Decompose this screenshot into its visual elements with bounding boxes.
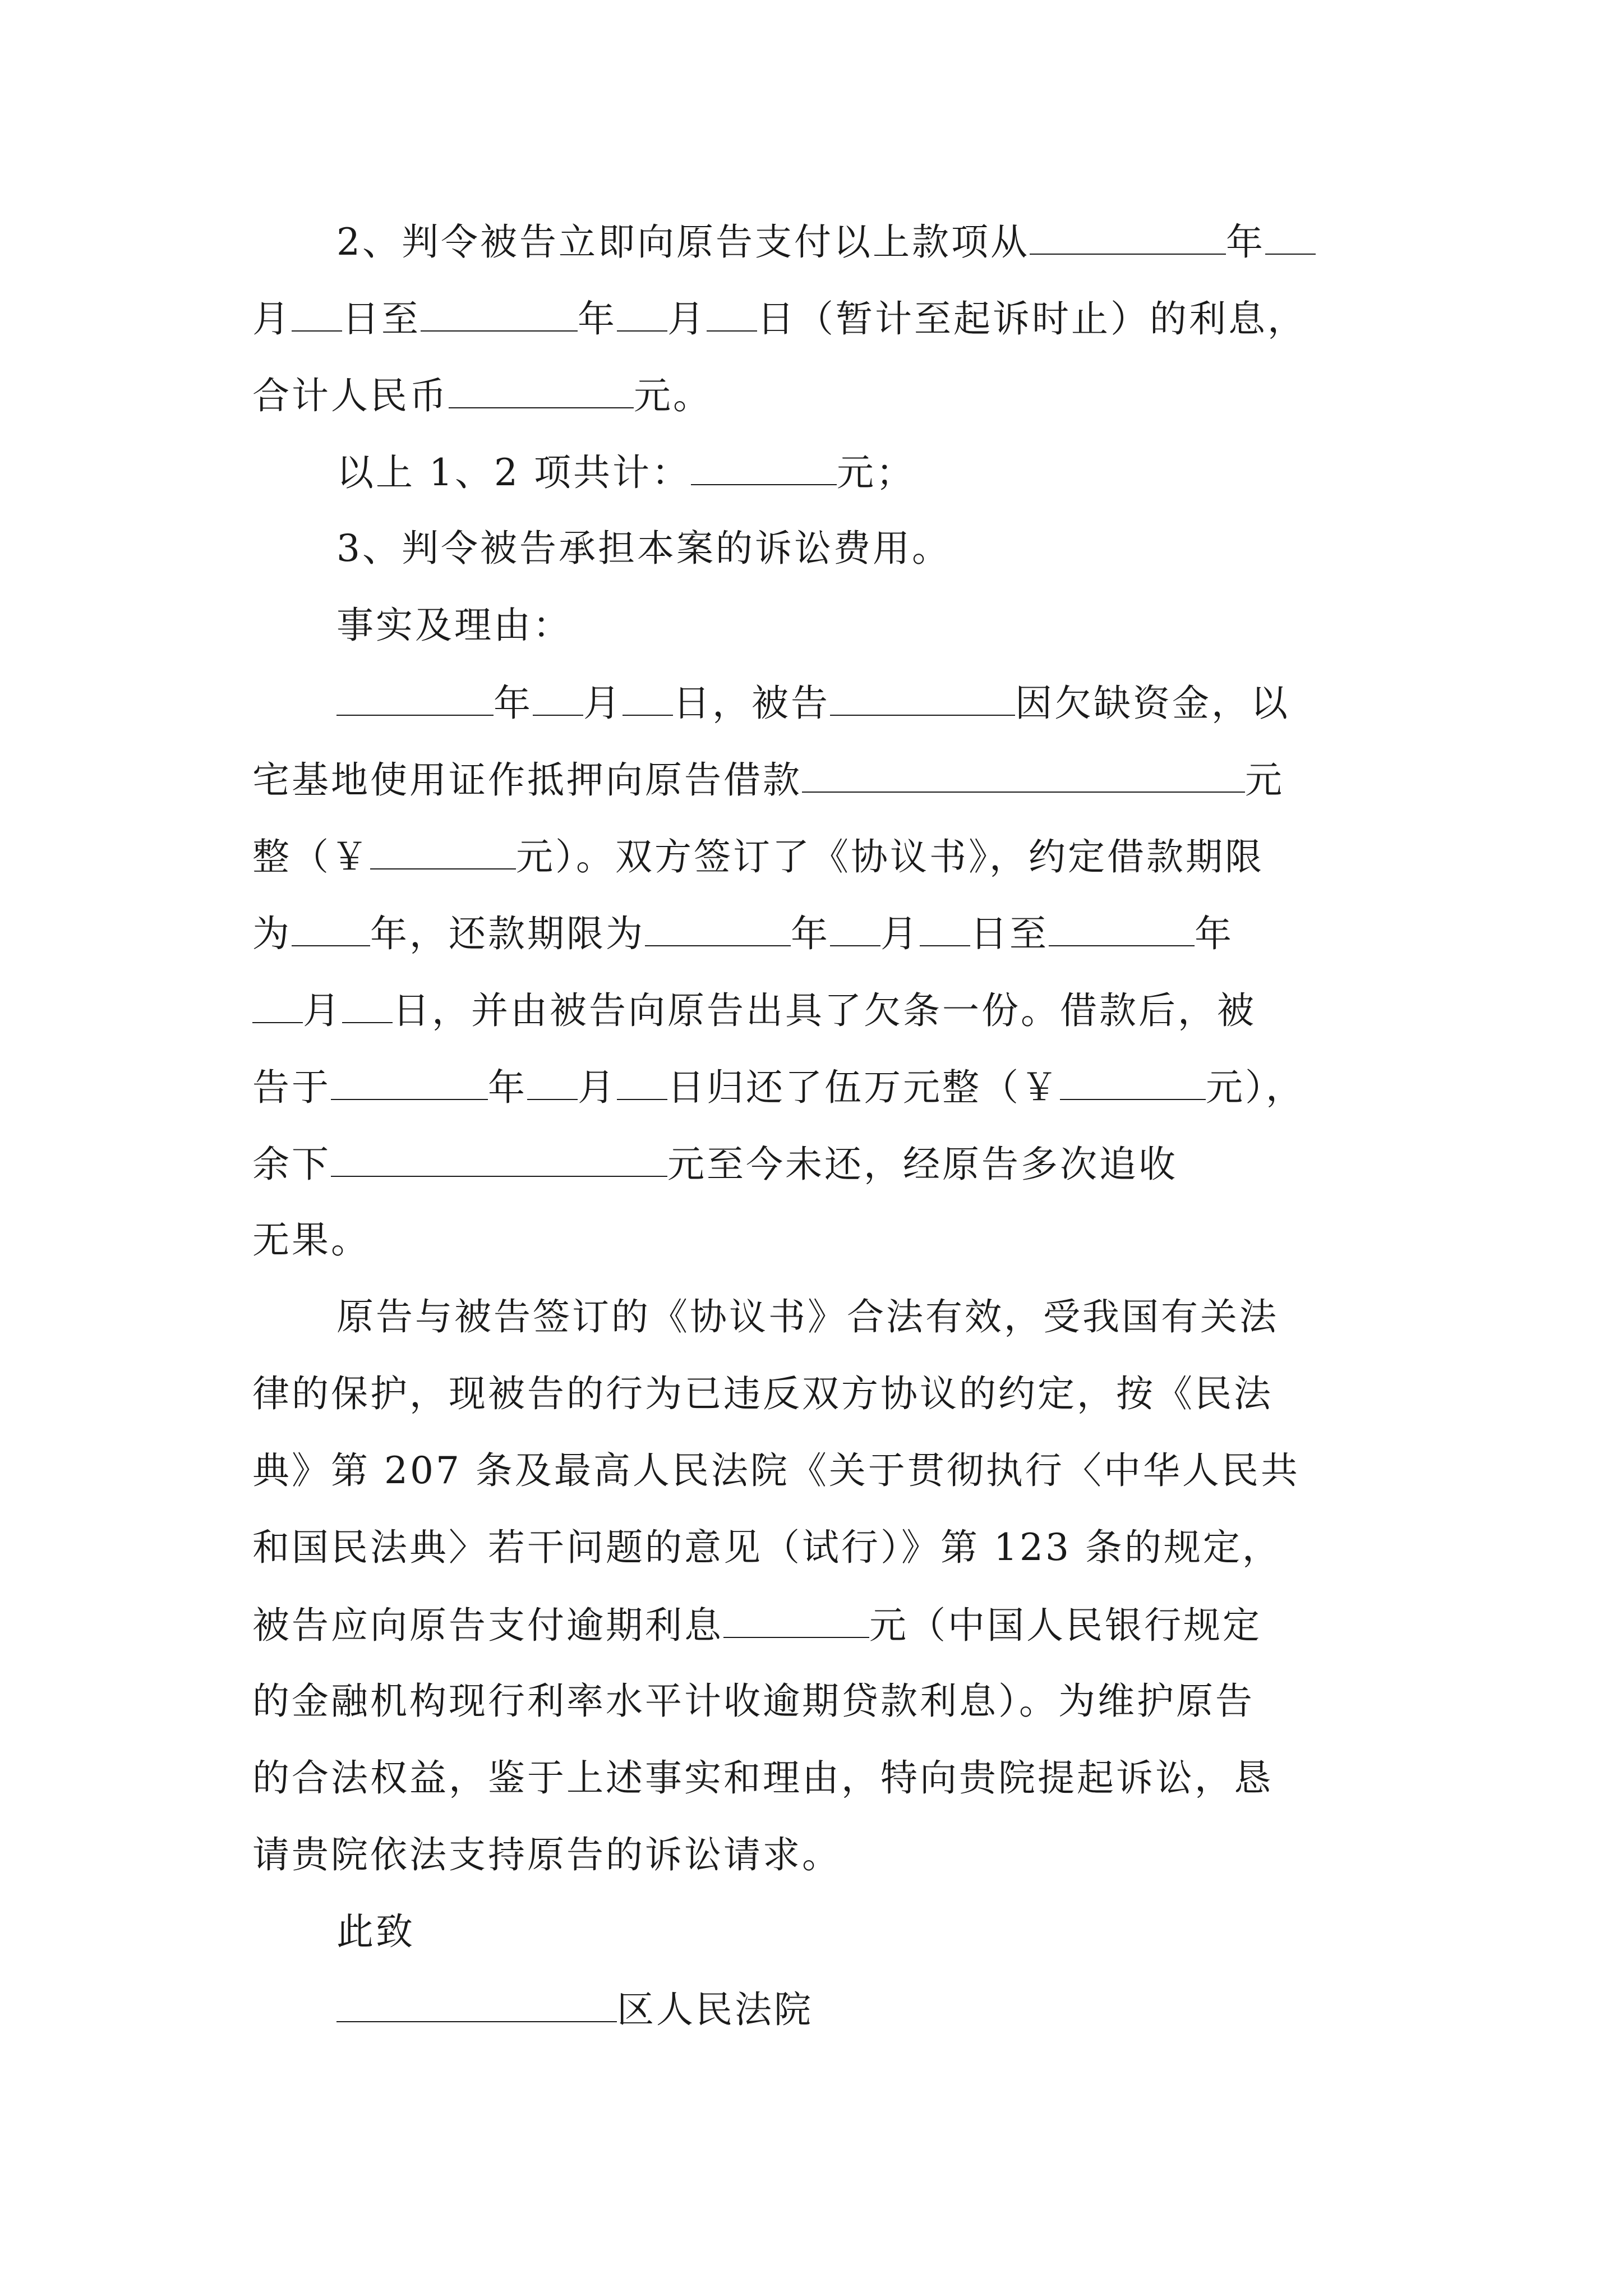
facts-line-8 <box>252 1218 370 1263</box>
facts-heading <box>336 603 572 648</box>
fill-blank-amount[interactable] <box>723 1602 869 1638</box>
fill-blank-amount[interactable] <box>449 372 634 408</box>
fill-blank-years[interactable] <box>292 910 370 946</box>
facts-line-7 <box>252 1141 1178 1187</box>
reason-line-2 <box>252 1372 1273 1416</box>
fill-blank-amount[interactable] <box>691 449 837 485</box>
text-run: 月 <box>578 1066 617 1109</box>
claim-3-line <box>336 526 951 571</box>
reason-line-5 <box>252 1602 1262 1648</box>
text-run: 月 <box>880 912 920 955</box>
text-run: 元）。双方签订了《协议书》，约定借款期限 <box>516 835 1264 878</box>
reason-line-8 <box>252 1833 841 1878</box>
fill-blank-month[interactable] <box>527 1064 578 1100</box>
claim-2-line-2 <box>252 296 1307 342</box>
claim-2-line-1 <box>336 219 1316 265</box>
text-run: 为 <box>252 912 292 955</box>
fill-blank-month[interactable] <box>617 296 667 332</box>
text-run: 日至 <box>970 912 1049 955</box>
fill-blank-day[interactable] <box>292 296 342 332</box>
fill-blank-month[interactable] <box>252 987 303 1023</box>
text-run: 律的保护，现被告的行为已违反双方协议的约定，按《民法 <box>252 1372 1273 1415</box>
fill-blank-day[interactable] <box>342 987 393 1023</box>
total-line <box>336 449 915 495</box>
text-run: 请贵院依法支持原告的诉讼请求。 <box>252 1833 841 1876</box>
text-run: 2、判令被告立即向原告支付以上款项从 <box>336 220 1030 264</box>
text-run: 年 <box>578 297 617 341</box>
text-run: 因欠缺资金，以 <box>1015 682 1290 725</box>
fill-blank-year[interactable] <box>421 296 578 332</box>
text-run: 年，还款期限为 <box>370 912 645 955</box>
text-run: 年 <box>1226 220 1265 264</box>
reason-line-3 <box>252 1448 1300 1493</box>
text-run: 元）， <box>1206 1066 1305 1109</box>
claim-2-line-3 <box>252 372 712 418</box>
fill-blank-day[interactable] <box>623 680 673 716</box>
fill-blank-amount[interactable] <box>331 1141 667 1177</box>
fill-blank-year[interactable] <box>336 680 494 716</box>
text-run: 月 <box>303 989 342 1032</box>
text-run: 3、判令被告承担本案的诉讼费用。 <box>336 527 951 570</box>
text-run: 被告应向原告支付逾期利息 <box>252 1604 723 1647</box>
text-run: 日（暂计至起诉时止）的利息， <box>757 297 1307 341</box>
reason-line-1 <box>336 1295 1279 1340</box>
facts-line-6 <box>252 1064 1305 1110</box>
closing-salutation <box>336 1910 415 1954</box>
text-run: 年 <box>494 682 533 725</box>
text-run: 元； <box>836 451 915 494</box>
facts-line-2 <box>252 757 1284 803</box>
text-run: 告于 <box>252 1066 331 1109</box>
text-run: 整（￥ <box>252 835 370 878</box>
fill-blank-district[interactable] <box>336 1986 617 2022</box>
text-run: 日归还了伍万元整（￥ <box>667 1066 1060 1109</box>
fill-blank-day[interactable] <box>920 910 970 946</box>
text-run: 无果。 <box>252 1218 370 1262</box>
fill-blank-year[interactable] <box>645 910 791 946</box>
text-run: 事实及理由： <box>336 604 572 647</box>
facts-line-4 <box>252 910 1234 956</box>
text-run: 合计人民币 <box>252 374 449 417</box>
fill-blank-day[interactable] <box>707 296 757 332</box>
text-run: 年 <box>488 1066 527 1109</box>
text-run: 宅基地使用证作抵押向原告借款 <box>252 758 802 802</box>
fill-blank-month[interactable] <box>830 910 880 946</box>
fill-blank-month[interactable] <box>1265 219 1316 255</box>
text-run: 以上 1、2 项共计： <box>336 451 691 494</box>
fill-blank-year[interactable] <box>1030 219 1226 255</box>
reason-line-4 <box>252 1525 1281 1570</box>
facts-line-5 <box>252 987 1256 1033</box>
fill-blank-amount[interactable] <box>802 757 1245 793</box>
text-run: 日，被告 <box>673 682 830 725</box>
fill-blank-amount[interactable] <box>1060 1064 1206 1100</box>
facts-line-1 <box>336 680 1290 726</box>
text-run: 元（中国人民银行规定 <box>869 1604 1262 1647</box>
text-run: 此致 <box>336 1910 415 1953</box>
text-run: 日，并由被告向原告出具了欠条一份。借款后，被 <box>393 989 1256 1032</box>
reason-line-6 <box>252 1679 1255 1724</box>
fill-blank-year[interactable] <box>331 1064 488 1100</box>
court-line <box>336 1986 813 2032</box>
text-run: 年 <box>1195 912 1234 955</box>
text-run: 元至今未还，经原告多次追收 <box>667 1143 1178 1186</box>
fill-blank-defendant[interactable] <box>830 680 1015 716</box>
text-run: 月 <box>252 297 292 341</box>
text-run: 的合法权益，鉴于上述事实和理由，特向贵院提起诉讼，恳 <box>252 1756 1273 1800</box>
text-run: 和国民法典〉若干问题的意见（试行）》第 123 条的规定， <box>252 1526 1281 1569</box>
text-run: 余下 <box>252 1143 331 1186</box>
fill-blank-day[interactable] <box>617 1064 667 1100</box>
court-name: 区人民法院 <box>617 1988 813 2031</box>
fill-blank-year[interactable] <box>1049 910 1195 946</box>
fill-blank-amount[interactable] <box>370 834 516 869</box>
facts-line-3 <box>252 834 1264 880</box>
reason-line-7 <box>252 1756 1273 1801</box>
fill-blank-month[interactable] <box>533 680 583 716</box>
text-run: 月 <box>667 297 707 341</box>
text-run: 元 <box>1245 758 1284 802</box>
text-run: 原告与被告签订的《协议书》合法有效，受我国有关法 <box>336 1295 1279 1338</box>
text-run: 元。 <box>634 374 712 417</box>
text-run: 年 <box>791 912 830 955</box>
text-run: 典》第 207 条及最高人民法院《关于贯彻执行〈中华人民共 <box>252 1449 1300 1492</box>
text-run: 日至 <box>342 297 421 341</box>
text-run: 月 <box>583 682 623 725</box>
text-run: 的金融机构现行利率水平计收逾期贷款利息）。为维护原告 <box>252 1680 1255 1723</box>
